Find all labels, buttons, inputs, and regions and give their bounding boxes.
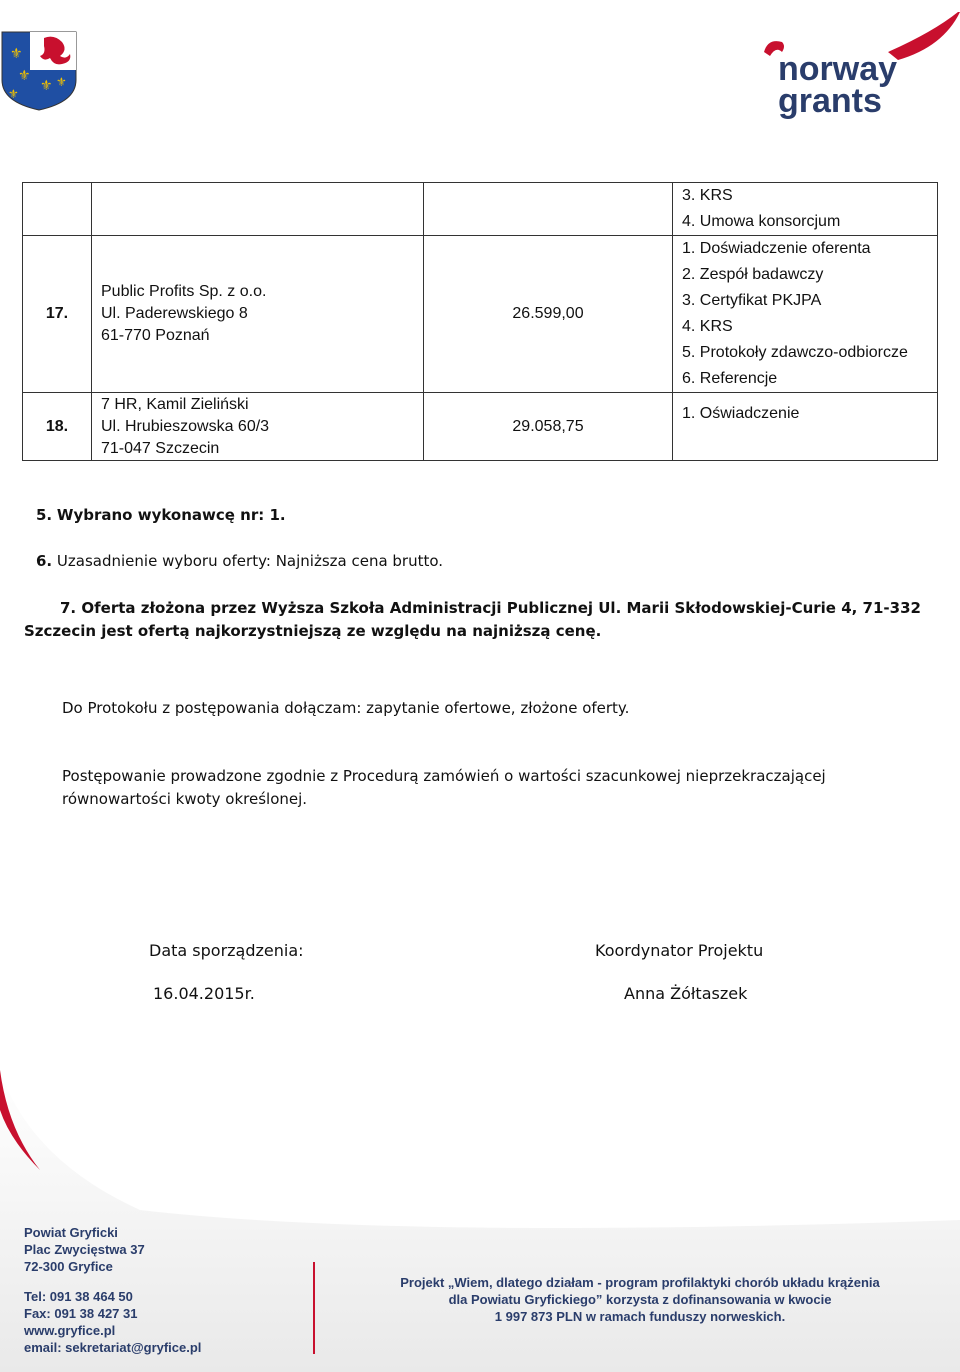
bidder-line: Ul. Paderewskiego 8 — [101, 305, 248, 322]
footer-contact — [24, 1224, 201, 1356]
section-5 — [36, 504, 286, 527]
row-number: 18. — [23, 393, 92, 461]
project-line: 1 997 873 PLN w ramach funduszy norweskich. — [494, 1309, 786, 1324]
section-7-line1 — [60, 597, 921, 620]
table-row — [23, 236, 938, 393]
section-7-text-line2: Szczecin jest ofertą najkorzystniejszą ze względu na najniższą cenę. — [24, 622, 602, 640]
price-cell: 29.058,75 — [424, 393, 673, 461]
footer-phone: Tel: 091 38 464 50 — [24, 1289, 133, 1304]
section-6-number: 6. — [36, 552, 53, 570]
section-7-number: 7. — [60, 599, 77, 617]
attachments-text: Do Protokołu z postępowania dołączam: zapytanie ofertowe, złożone oferty. — [62, 699, 630, 717]
footer-project-info — [330, 1274, 950, 1325]
section-5-text: Wybrano wykonawcę nr: 1. — [56, 506, 286, 524]
date-value: 16.04.2015r. — [153, 984, 255, 1003]
bidder-line: 7 HR, Kamil Zieliński — [101, 395, 249, 413]
doc-item: 4. Umowa konsorcjum — [682, 213, 841, 230]
norway-logo-line2: grants — [778, 82, 882, 120]
county-crest-logo — [0, 30, 78, 112]
docs-cell — [673, 393, 938, 461]
doc-item: 1. Doświadczenie oferenta — [682, 240, 871, 257]
table-cell-docs-top — [673, 183, 938, 236]
svg-text:⚜: ⚜ — [10, 45, 23, 61]
price-cell: 26.599,00 — [424, 236, 673, 393]
table-row — [23, 393, 938, 461]
coordinator-name: Anna Żółtaszek — [624, 984, 748, 1003]
section-5-number: 5. — [36, 506, 53, 524]
bidder-cell — [92, 236, 424, 393]
bidder-line: 61-770 Poznań — [101, 327, 210, 344]
table-cell-empty — [23, 183, 92, 236]
table-cell-empty — [92, 183, 424, 236]
bidder-line: Public Profits Sp. z o.o. — [101, 283, 267, 300]
footer-email-link[interactable]: email: sekretariat@gryfice.pl — [24, 1340, 202, 1355]
section-6 — [36, 550, 443, 573]
bidder-cell — [92, 393, 424, 461]
bidder-line: Ul. Hrubieszowska 60/3 — [101, 417, 270, 435]
doc-item: 2. Zespół badawczy — [682, 266, 824, 283]
section-7-text-line1: Oferta złożona przez Wyższa Szkoła Administracji Publicznej Ul. Marii Skłodowskiej-Curie 4, 71-332 — [81, 599, 921, 617]
project-line: Projekt „Wiem, dlatego działam - program profilaktyki chorób układu krążenia — [400, 1275, 880, 1290]
procedure-text-line2: równowartości kwoty określonej. — [62, 790, 308, 808]
project-line: dla Powiatu Gryfickiego” korzysta z dofinansowania w kwocie — [448, 1292, 832, 1307]
doc-item: 6. Referencje — [682, 370, 778, 387]
svg-text:⚜: ⚜ — [40, 77, 53, 93]
svg-text:⚜: ⚜ — [8, 87, 19, 101]
footer-address-line: Plac Zwycięstwa 37 — [24, 1242, 145, 1257]
norway-grants-logo — [758, 12, 960, 122]
footer-address-line: 72-300 Gryfice — [24, 1259, 113, 1274]
table-cell-empty — [424, 183, 673, 236]
svg-text:⚜: ⚜ — [18, 67, 31, 83]
doc-item: 1. Oświadczenie — [682, 405, 800, 422]
norway-logo-line1: norway — [778, 50, 898, 88]
footer-website-link[interactable]: www.gryfice.pl — [24, 1323, 116, 1338]
doc-item: 3. KRS — [682, 187, 733, 204]
doc-item: 3. Certyfikat PKJPA — [682, 292, 822, 309]
svg-text:⚜: ⚜ — [56, 75, 67, 89]
bidder-line: 71-047 Szczecin — [101, 439, 220, 457]
row-number: 17. — [23, 236, 92, 393]
date-label: Data sporządzenia: — [149, 941, 304, 960]
coordinator-label: Koordynator Projektu — [595, 941, 764, 960]
docs-cell — [673, 236, 938, 393]
procedure-text-line1: Postępowanie prowadzone zgodnie z Procedurą zamówień o wartości szacunkowej nieprzekraczającej — [62, 767, 826, 785]
section-6-text: Uzasadnienie wyboru oferty: Najniższa cena brutto. — [56, 552, 444, 570]
footer-address-line: Powiat Gryficki — [24, 1225, 118, 1240]
offers-table — [22, 182, 938, 461]
doc-item: 5. Protokoły zdawczo-odbiorcze — [682, 344, 908, 361]
doc-item: 4. KRS — [682, 318, 733, 335]
footer-fax: Fax: 091 38 427 31 — [24, 1306, 138, 1321]
table-row-top — [23, 183, 938, 236]
footer-divider — [313, 1262, 315, 1354]
